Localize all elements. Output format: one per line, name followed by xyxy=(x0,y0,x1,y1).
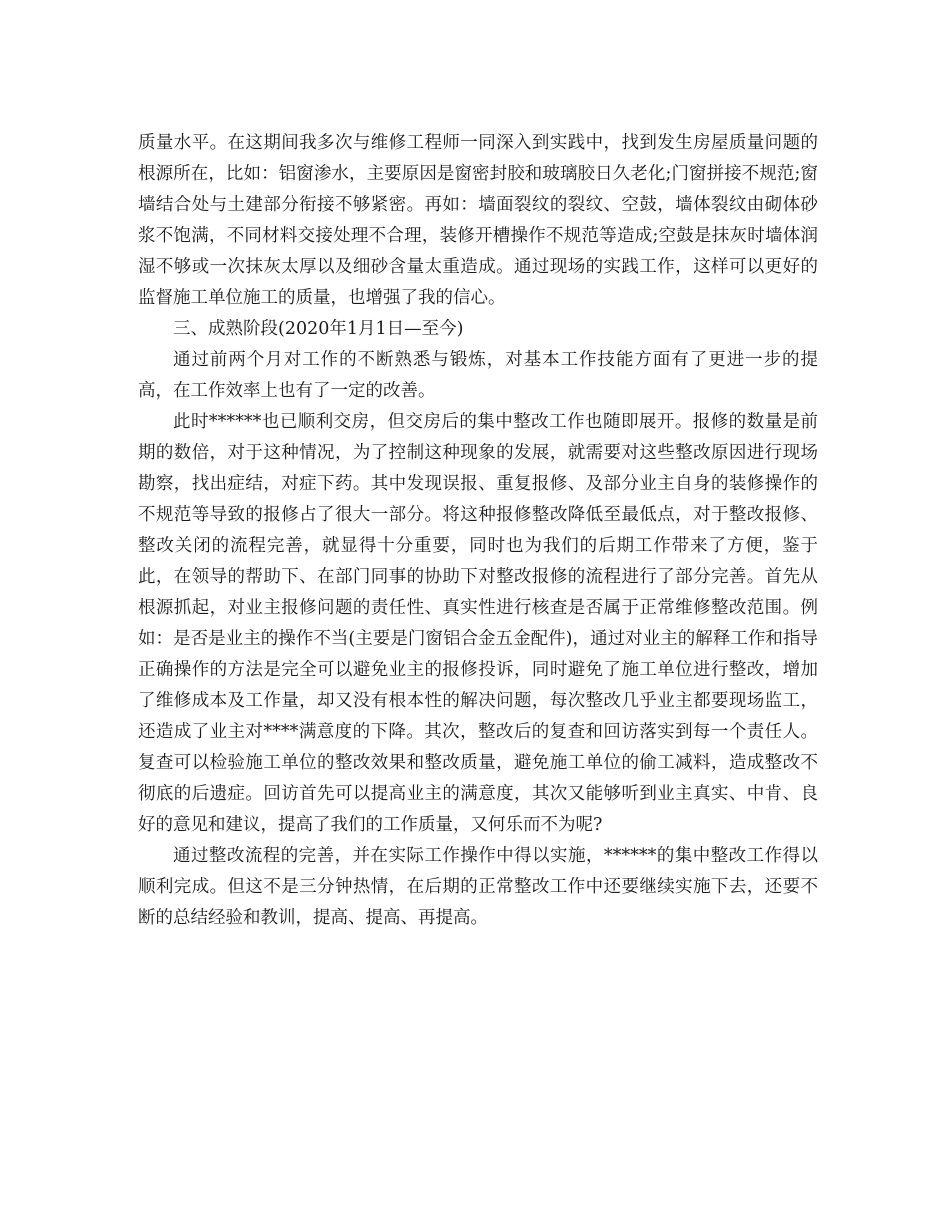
paragraph-efficiency-improvement: 通过前两个月对工作的不断熟悉与锻炼，对基本工作技能方面有了更进一步的提高，在工作效率上也有了一定的改善。 xyxy=(138,350,818,401)
paragraph-conclusion: 通过整改流程的完善，并在实际工作操作中得以实施，******的集中整改工作得以顺利完成。但这不是三分钟热情，在后期的正常整改工作中还要继续实施下去，还要不断的总结经验和教训，提高、提高、再提高。 xyxy=(138,846,818,928)
paragraph-quality-problems: 质量水平。在这期间我多次与维修工程师一同深入到实践中，找到发生房屋质量问题的根源所在，比如：铝窗渗水，主要原因是窗密封胶和玻璃胶日久老化;门窗拼接不规范;窗墙结合处与土建部分衔接不够紧密。再如：墙面裂纹的裂纹、空鼓，墙体裂纹由砌体砂浆不饱满，不同材料交接处理不合理，装修开槽操作不规范等造成;空鼓是抹灰时墙体润湿不够或一次抹灰太厚以及细砂含量太重造成。通过现场的实践工作，这样可以更好的监督施工单位施工的质量，也增强了我的信心。 xyxy=(138,133,818,308)
paragraph-rectification-process: 此时******也已顺利交房，但交房后的集中整改工作也随即展开。报修的数量是前期的数倍，对于这种情况，为了控制这种现象的发展，就需要对这些整改原因进行现场勘察，找出症结，对症下药。其中发现误报、重复报修、及部分业主自身的装修操作的不规范等导致的报修占了很大一部分。将这种报修整改降低至最低点，对于整改报修、整改关闭的流程完善，就显得十分重要，同时也为我们的后期工作带来了方便，鉴于此，在领导的帮助下、在部门同事的协助下对整改报修的流程进行了部分完善。首先从根源抓起，对业主报修问题的责任性、真实性进行核查是否属于正常维修整改范围。例如：是否是业主的操作不当(主要是门窗铝合金五金配件)，通过对业主的解释工作和指导正确操作的方法是完全可以避免业主的报修投诉，同时避免了施工单位进行整改，增加了维修成本及工作量，却又没有根本性的解决问题，每次整改几乎业主都要现场监工，还造成了业主对****满意度的下降。其次，整改后的复查和回访落实到每一个责任人。复查可以检验施工单位的整改效果和整改质量，避免施工单位的偷工减料，造成整改不彻底的后遗症。回访首先可以提高业主的满意度，其次又能够听到业主真实、中肯、良好的意见和建议，提高了我们的工作质量，又何乐而不为呢? xyxy=(138,412,818,835)
document-body xyxy=(138,128,818,934)
section-heading-mature-stage: 三、成熟阶段(2020年1月1日—至今) xyxy=(173,319,464,339)
